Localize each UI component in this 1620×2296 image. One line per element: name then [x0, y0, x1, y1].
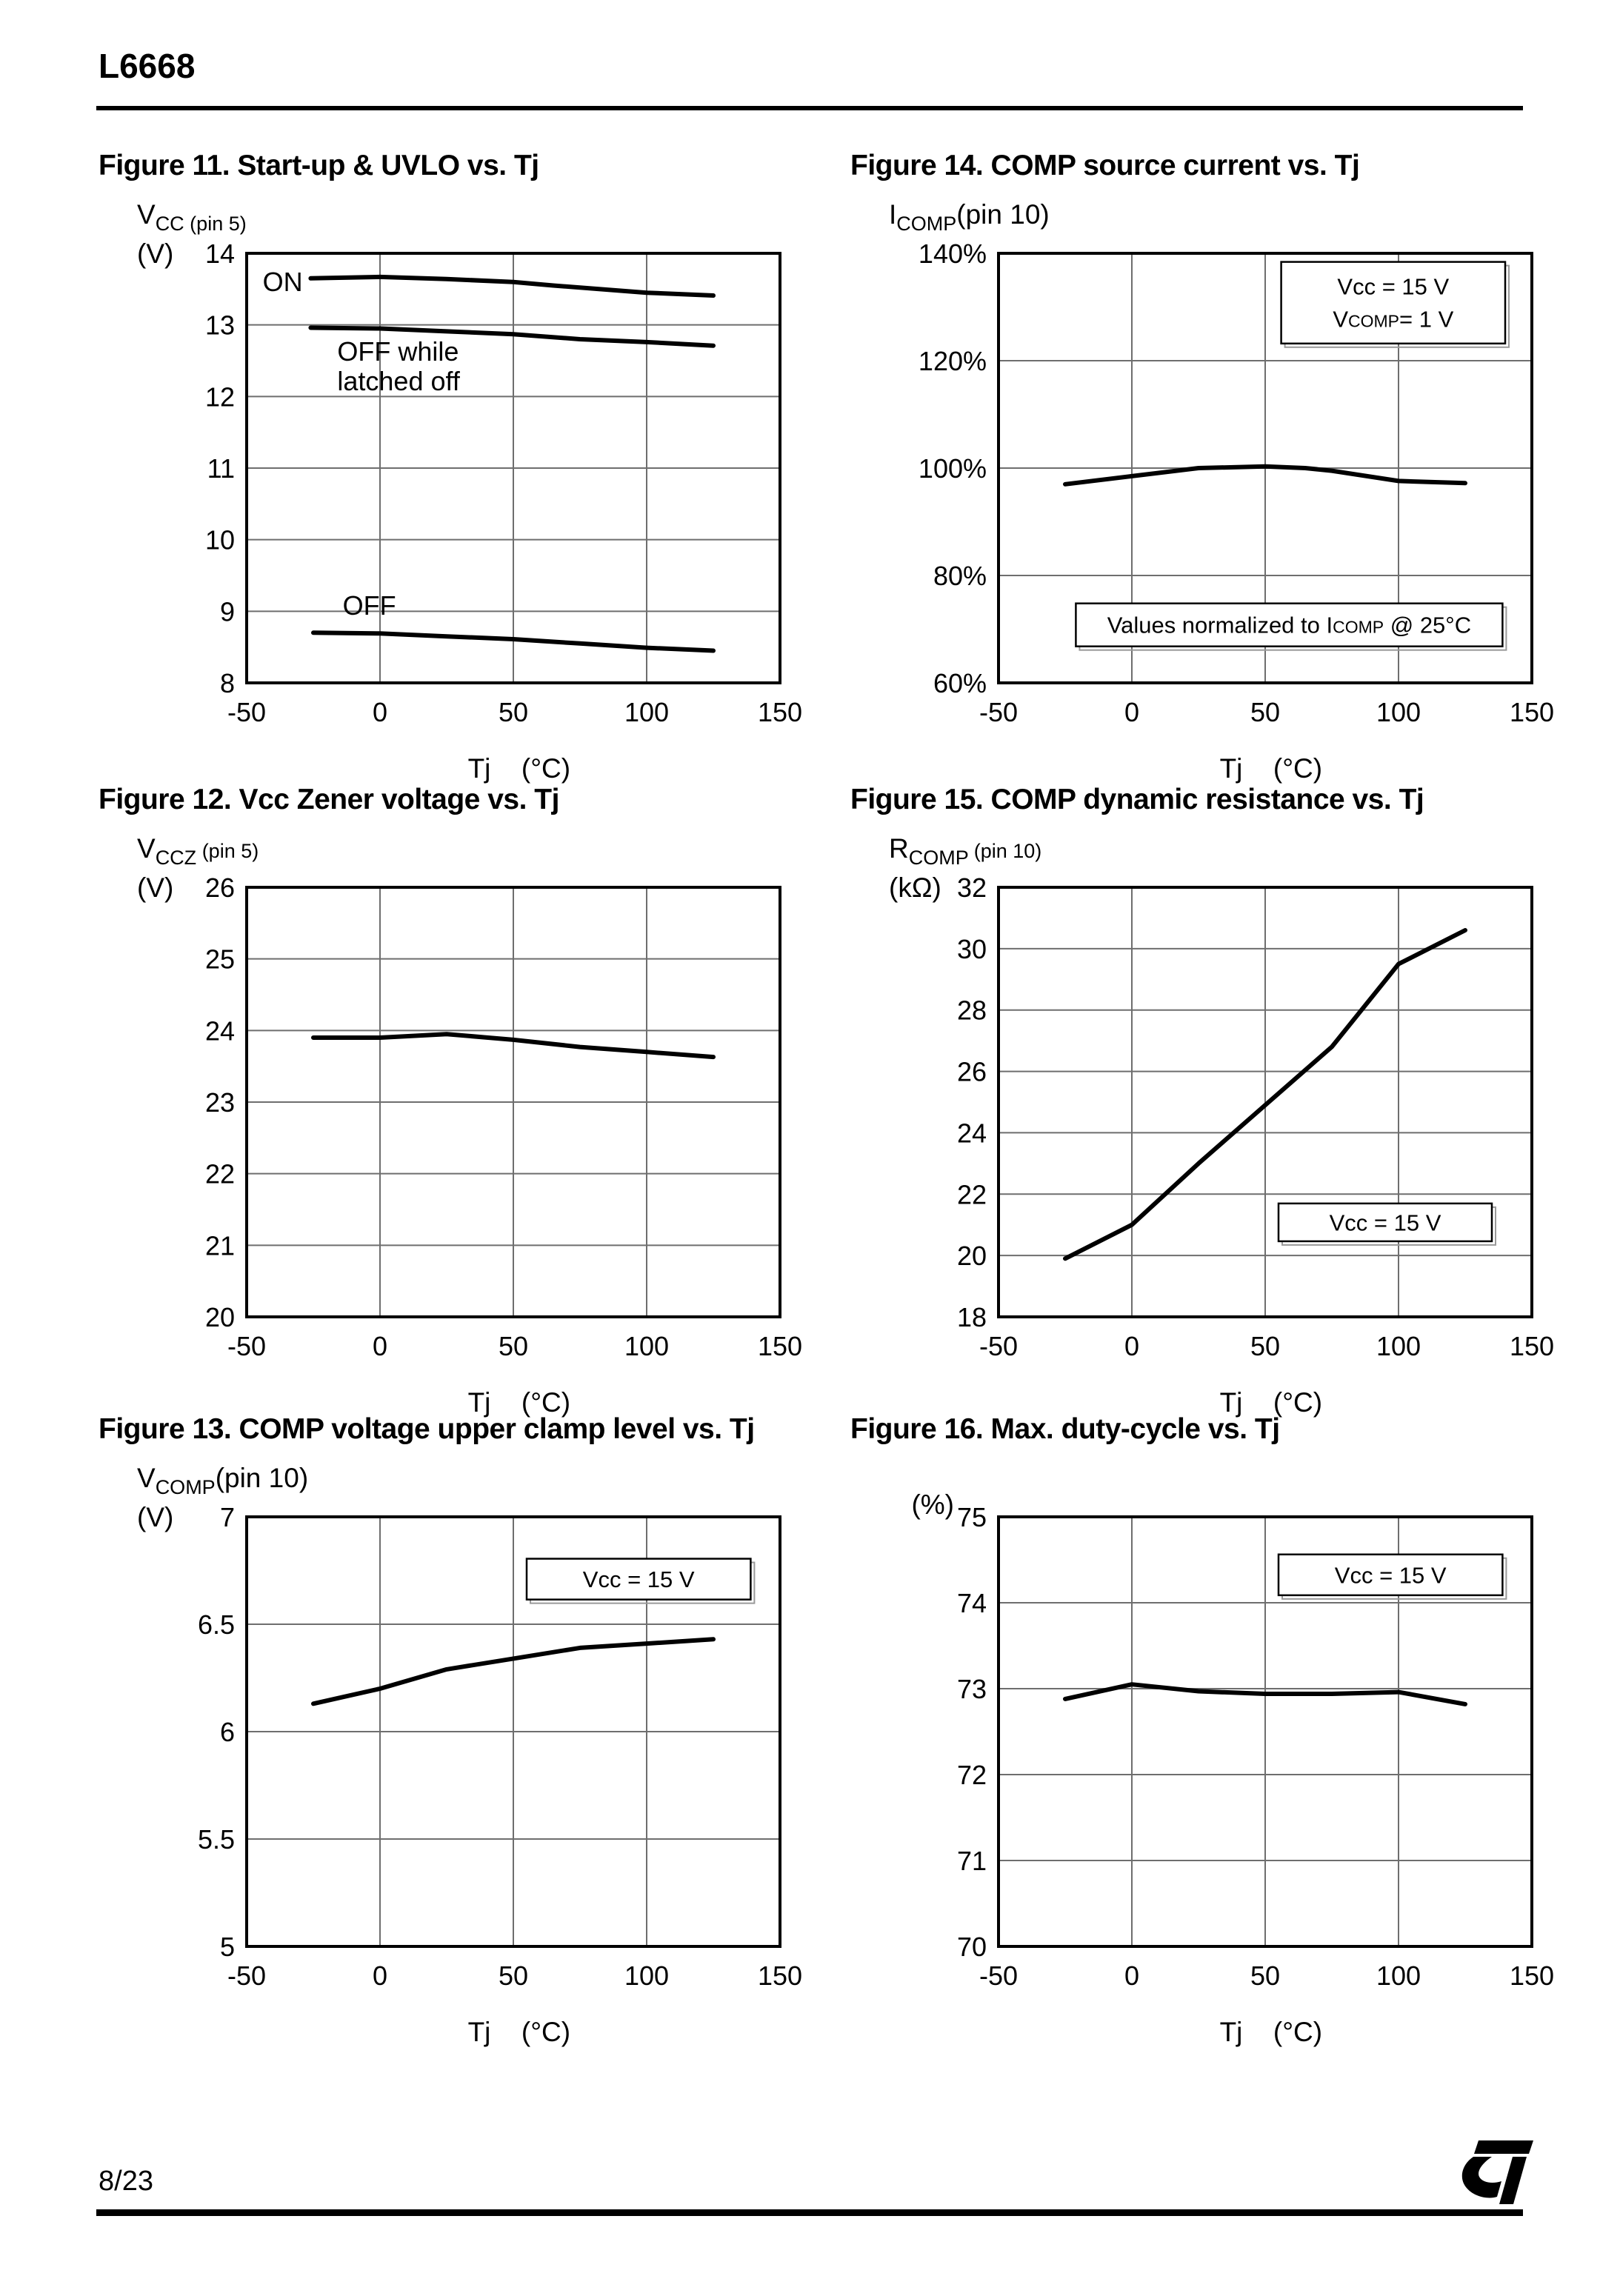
y-tick-label: 8 [219, 668, 235, 698]
y-tick-label: 24 [204, 1015, 235, 1047]
x-tick-label: -50 [227, 1331, 267, 1361]
x-tick-label: 100 [1376, 1331, 1421, 1361]
x-axis-unit: (°C) [521, 1387, 571, 1418]
x-tick-label: 100 [624, 1960, 670, 1991]
figure-block-13 [99, 1413, 832, 2072]
y-tick-label: 71 [956, 1846, 987, 1876]
x-axis-label: Tj [467, 2017, 491, 2047]
st-logo-icon [1456, 2139, 1535, 2207]
y-tick-label: 74 [956, 1588, 987, 1618]
y-tick-label: 100% [918, 453, 987, 484]
y-tick-label: 9 [219, 596, 235, 627]
x-tick-label: -50 [979, 1960, 1019, 1991]
figure-block-15 [850, 784, 1584, 1443]
x-tick-label: 100 [624, 697, 670, 727]
y-tick-label: 30 [956, 933, 987, 964]
x-axis-unit: (°C) [1273, 2017, 1323, 2047]
y-tick-label: 5.5 [197, 1824, 235, 1855]
x-axis-label: Tj [1219, 1387, 1243, 1418]
curve-label: OFF while latched off [337, 336, 460, 396]
x-axis-label: Tj [467, 753, 491, 784]
y-tick-label: 24 [956, 1118, 987, 1149]
footer-divider [96, 2209, 1523, 2216]
y-axis-label: $V_{CCZ}$ $^{(pin 5)}$ [137, 833, 259, 869]
document-title: L6668 [99, 47, 196, 85]
y-tick-label: 25 [204, 944, 235, 975]
x-tick-label: 100 [1376, 1960, 1421, 1991]
y-tick-label: 20 [204, 1302, 235, 1332]
y-tick-label: 140% [918, 238, 987, 269]
x-tick-label: 0 [1124, 1960, 1140, 1991]
y-axis-unit: (V) [137, 1502, 174, 1532]
x-tick-label: -50 [979, 1331, 1019, 1361]
figure-title-14: Figure 14. COMP source current vs. Tj [850, 150, 1360, 181]
chart-startup-uvlo [99, 194, 810, 809]
curve-label: OFF [342, 590, 396, 621]
x-axis-unit: (°C) [1273, 753, 1323, 784]
y-tick-label: 13 [204, 310, 235, 341]
chart-comp-dynamic-resistance [850, 828, 1561, 1443]
y-tick-label: 70 [956, 1932, 987, 1962]
x-tick-label: 100 [624, 1331, 670, 1361]
chart-comp-upper-clamp [99, 1458, 810, 2072]
y-tick-label: 20 [956, 1241, 987, 1272]
x-axis-unit: (°C) [521, 753, 571, 784]
y-tick-label: 73 [956, 1674, 987, 1704]
x-tick-label: 50 [498, 1960, 529, 1991]
y-tick-label: 7 [219, 1502, 235, 1532]
y-axis-label: $R_{COMP}$ $^{(pin 10)}$ [889, 833, 1042, 869]
y-tick-label: 5 [219, 1932, 235, 1962]
x-axis-label: Tj [467, 1387, 491, 1418]
figure-title-13: Figure 13. COMP voltage upper clamp level vs. Tj [99, 1413, 755, 1445]
annotation-text: Vcc = 15 V [1329, 1209, 1441, 1236]
x-tick-label: 150 [1509, 1960, 1555, 1991]
x-axis-label: Tj [1219, 753, 1243, 784]
x-tick-label: -50 [227, 1960, 267, 1991]
x-tick-label: 0 [1124, 697, 1140, 727]
x-tick-label: 0 [372, 697, 388, 727]
y-axis-label: $V_{CC (pin 5)}$ [137, 199, 247, 235]
figure-title-16: Figure 16. Max. duty-cycle vs. Tj [850, 1413, 1280, 1445]
y-tick-label: 22 [956, 1179, 987, 1210]
figure-block-16 [850, 1413, 1584, 2072]
annotation-text: Vcc = 15 V [1334, 1562, 1447, 1589]
y-tick-label: 60% [933, 668, 987, 698]
figure-block-14 [850, 150, 1584, 809]
y-tick-label: 80% [933, 561, 987, 591]
x-tick-label: -50 [227, 697, 267, 727]
x-tick-label: 50 [498, 1331, 529, 1361]
series-on [310, 277, 713, 296]
x-tick-label: -50 [979, 697, 1019, 727]
annotation-text: VCOMP= 1 V [1333, 306, 1454, 333]
chart-max-duty-cycle [850, 1458, 1561, 2072]
y-tick-label: 6 [219, 1717, 235, 1747]
y-tick-label: 22 [204, 1158, 235, 1189]
y-axis-label: $V_{COMP}(pin$ 10) [137, 1463, 309, 1498]
x-tick-label: 100 [1376, 697, 1421, 727]
x-tick-label: 150 [1509, 1331, 1555, 1361]
y-tick-label: 32 [956, 872, 987, 903]
y-tick-label: 6.5 [197, 1609, 235, 1640]
chart-vcc-zener-voltage [99, 828, 810, 1443]
x-tick-label: 150 [757, 1960, 803, 1991]
x-tick-label: 50 [1250, 1331, 1281, 1361]
x-tick-label: 50 [1250, 1960, 1281, 1991]
y-axis-unit: (V) [137, 238, 174, 269]
x-tick-label: 50 [498, 697, 529, 727]
annotation-text: Vcc = 15 V [582, 1566, 695, 1593]
y-axis-unit: (kΩ) [889, 872, 941, 903]
y-tick-label: 75 [956, 1502, 987, 1532]
y-tick-label: 120% [918, 346, 987, 376]
annotation-text: Values normalized to ICOMP @ 25°C [1107, 612, 1472, 638]
x-tick-label: 150 [757, 697, 803, 727]
curve-label: ON [262, 267, 303, 298]
x-tick-label: 150 [1509, 697, 1555, 727]
y-tick-label: 21 [204, 1230, 235, 1261]
figure-title-11: Figure 11. Start-up & UVLO vs. Tj [99, 150, 539, 181]
x-tick-label: 0 [372, 1331, 388, 1361]
x-tick-label: 0 [1124, 1331, 1140, 1361]
x-axis-label: Tj [1219, 2017, 1243, 2047]
figure-block-11 [99, 150, 832, 809]
y-tick-label: 72 [956, 1760, 987, 1790]
x-tick-label: 0 [372, 1960, 388, 1991]
y-tick-label: 11 [207, 453, 235, 484]
x-tick-label: 150 [757, 1331, 803, 1361]
y-tick-label: 26 [204, 872, 235, 903]
header-divider [96, 106, 1523, 110]
y-axis-label: $I_{COMP}(pin$ 10) [889, 199, 1050, 235]
y-tick-label: 26 [956, 1056, 987, 1087]
y-tick-label: 28 [956, 995, 987, 1026]
x-tick-label: 50 [1250, 697, 1281, 727]
y-axis-unit: (%) [911, 1489, 954, 1520]
figure-title-15: Figure 15. COMP dynamic resistance vs. Tj [850, 784, 1424, 815]
figure-block-12 [99, 784, 832, 1443]
y-tick-label: 18 [956, 1302, 987, 1332]
y-tick-label: 10 [204, 524, 235, 555]
y-axis-unit: (V) [137, 872, 174, 903]
chart-comp-source-current [850, 194, 1561, 809]
annotation-text: Vcc = 15 V [1337, 273, 1450, 300]
x-axis-unit: (°C) [521, 2017, 571, 2047]
y-tick-label: 23 [204, 1087, 235, 1118]
y-tick-label: 12 [204, 381, 235, 413]
page-number: 8/23 [99, 2166, 153, 2197]
figure-title-12: Figure 12. Vcc Zener voltage vs. Tj [99, 784, 559, 815]
x-axis-unit: (°C) [1273, 1387, 1323, 1418]
y-tick-label: 14 [204, 238, 235, 269]
